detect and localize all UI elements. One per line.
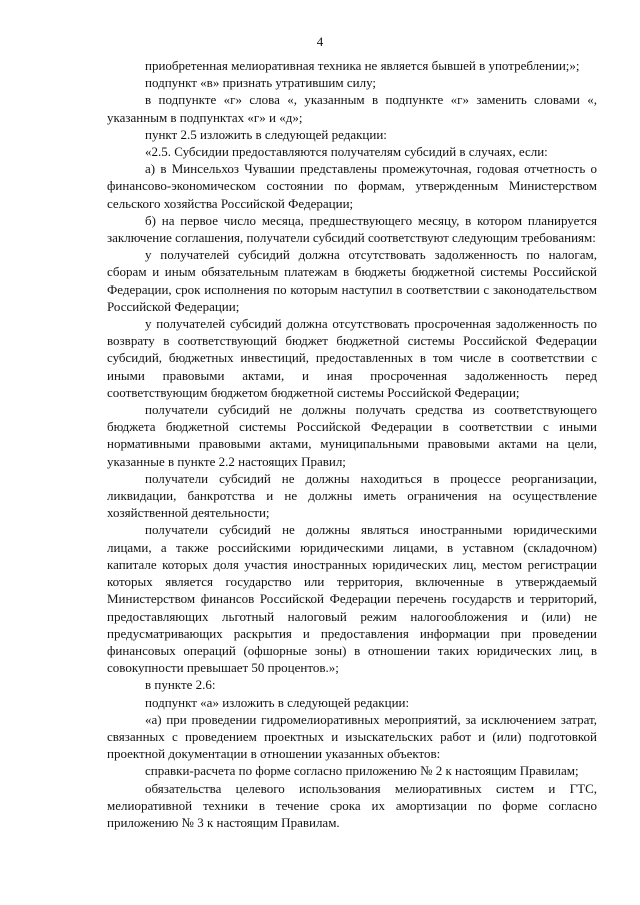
paragraph: «а) при проведении гидромелиоративных мероприятий, за исключением затрат, связанных с проведением проектных и изыскательских работ и (или) подготовкой проектной документации в отношении указанных объектов: bbox=[107, 711, 597, 762]
paragraph: подпункт «а» изложить в следующей редакции: bbox=[145, 694, 410, 710]
paragraph: пункт 2.5 изложить в следующей редакции: bbox=[145, 126, 387, 142]
paragraph: справки-расчета по форме согласно приложению № 2 к настоящим Правилам; bbox=[145, 763, 579, 779]
page-number: 4 bbox=[316, 34, 324, 49]
paragraph: б) на первое число месяца, предшествующего месяцу, в котором планируется заключение соглашения, получатели субсидий соответствуют следующим требованиям: bbox=[107, 212, 597, 246]
paragraph: у получателей субсидий должна отсутствовать задолженность по налогам, сборам и иным обязательным платежам в бюджеты бюджетной системы Российской Федерации, срок исполнения по которым наступил в соответствии с законодательством Российской Федерации; bbox=[107, 247, 597, 314]
paragraph: у получателей субсидий должна отсутствовать просроченная задолженность по возврату в соответствующий бюджет бюджетной системы Российской Федерации субсидий, бюджетных инвестиций, предоставленных в том числе в соответствии с иными правовыми актами, и иная просроченная задолженность перед соответствующим бюджетом бюджетной системы Российской Федерации; bbox=[107, 316, 597, 400]
paragraph: в подпункте «г» слова «, указанным в подпункте «г» заменить словами «, указанным в подпунктах «г» и «д»; bbox=[107, 92, 597, 125]
paragraph: а) в Минсельхоз Чувашии представлены промежуточная, годовая отчетность о финансово-экономическом состоянии по формам, утвержденным Министерством сельского хозяйства Российской Федерации; bbox=[107, 161, 597, 211]
paragraph: приобретенная мелиоративная техника не является бывшей в употреблении;»; bbox=[145, 58, 580, 73]
paragraph: получатели субсидий не должны являться иностранными юридическими лицами, а также российскими юридическими лицами, в уставном (складочном) капитале которых доля участия иностранных юридических лиц, местом регистрации которых является государство или территория, включенные в утверждаемый Министерством финансов Российской Федерации перечень государств и территорий, предоставляющих льготный налоговый режим налогообложения и (или) не предусматривающих раскрытия и предоставления информации при проведении финансовых операций (офшорные зоны) в отношении таких юридических лиц, в совокупности превышает 50 процентов.»; bbox=[107, 522, 597, 676]
paragraph: получатели субсидий не должны получать средства из соответствующего бюджета бюджетной системы Российской Федерации в соответствии с иными нормативными правовыми актами, муниципальными правовыми актами на цели, указанные в пункте 2.2 настоящих Правил; bbox=[107, 402, 597, 469]
paragraph: «2.5. Субсидии предоставляются получателям субсидий в случаях, если: bbox=[145, 144, 548, 160]
paragraph: получатели субсидий не должны находиться в процессе реорганизации, ликвидации, банкротства и не должны иметь ограничения на осуществление хозяйственной деятельности; bbox=[107, 470, 597, 521]
paragraph: обязательства целевого использования мелиоративных систем и ГТС, мелиоративной техники в течение срока их амортизации по форме согласно приложению № 3 к настоящим Правилам. bbox=[107, 780, 597, 830]
paragraph: подпункт «в» признать утратившим силу; bbox=[145, 75, 377, 91]
paragraph: в пункте 2.6: bbox=[145, 677, 216, 693]
document-body bbox=[107, 57, 597, 831]
